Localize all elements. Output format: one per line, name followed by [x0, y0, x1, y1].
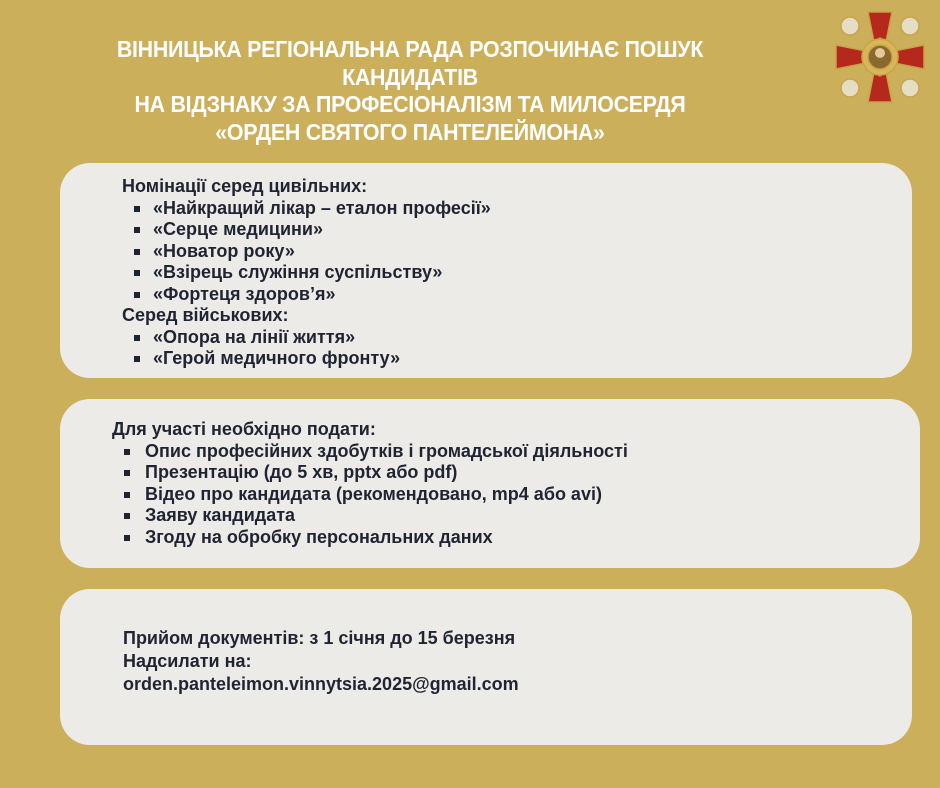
list-item: «Найкращий лікар – еталон професії»: [122, 198, 491, 220]
order-medal-icon: [832, 8, 928, 106]
title-line: КАНДИДАТІВ: [342, 63, 478, 90]
submission-dates: Прийом документів: з 1 січня до 15 березня: [123, 628, 516, 648]
list-item: Презентацію (до 5 хв, pptx або pdf): [112, 462, 628, 484]
list-item: Заяву кандидата: [112, 505, 628, 527]
list-item: «Взірець служіння суспільству»: [122, 262, 491, 284]
page-title: [20, 36, 800, 146]
send-to-label: Надсилати на:: [123, 651, 252, 671]
list-item: «Опора на лінії життя»: [122, 327, 491, 349]
list-item: «Серце медицини»: [122, 219, 491, 241]
title-line: «ОРДЕН СВЯТОГО ПАНТЕЛЕЙМОНА»: [215, 118, 605, 145]
civil-heading: Номінації серед цивільних:: [122, 176, 368, 196]
list-item: «Герой медичного фронту»: [122, 348, 491, 370]
list-item: «Фортеця здоров’я»: [122, 284, 491, 306]
contact-card: [60, 589, 912, 745]
list-item: «Новатор року»: [122, 241, 491, 263]
title-line: НА ВІДЗНАКУ ЗА ПРОФЕСІОНАЛІЗМ ТА МИЛОСЕРДЯ: [134, 91, 686, 117]
contact-email[interactable]: orden.panteleimon.vinnytsia.2025@gmail.com: [123, 674, 519, 694]
list-item: Відео про кандидата (рекомендовано, mp4 або avi): [112, 484, 628, 506]
nominations-card: [60, 163, 912, 378]
requirements-heading: Для участі необхідно подати:: [112, 419, 376, 439]
list-item: Опис професійних здобутків і громадської діяльності: [112, 441, 628, 463]
requirements-card: [60, 399, 920, 568]
title-line: ВІННИЦЬКА РЕГІОНАЛЬНА РАДА РОЗПОЧИНАЄ ПОШУК: [116, 36, 704, 62]
list-item: Згоду на обробку персональних даних: [112, 527, 628, 549]
military-heading: Серед військових:: [122, 305, 289, 325]
